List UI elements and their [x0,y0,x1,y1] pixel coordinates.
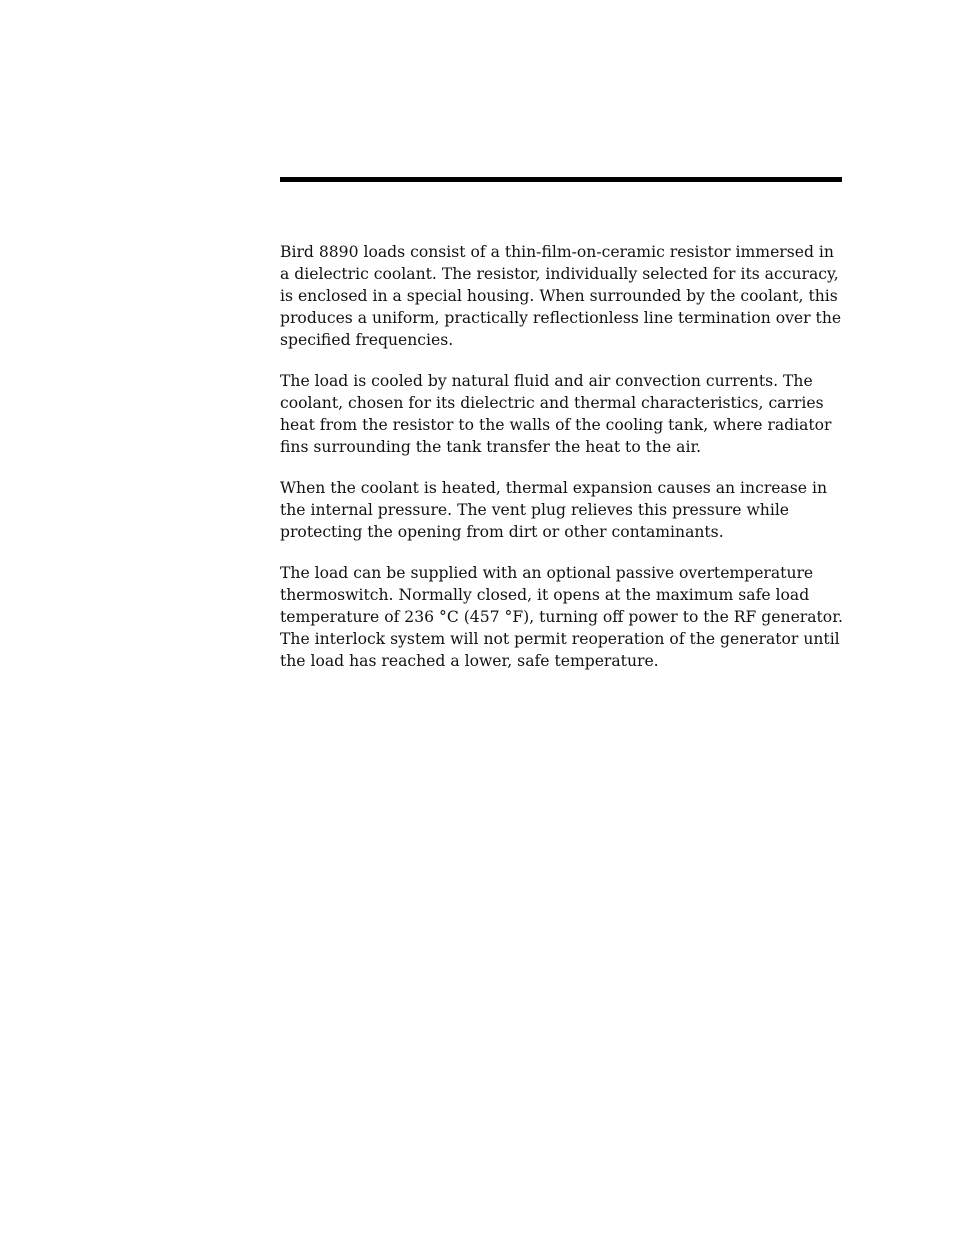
section-divider-rule [280,177,842,182]
paragraph-thermoswitch: The load can be supplied with an optional passive overtemperature thermoswitch. Normally closed, it opens at the maximum safe load temperature of 236 °C (457 °F), turning off power to the RF generator. The interlock system will not permit reoperation of the generator until the load has reached a lower, safe temperature. [280,564,843,670]
paragraph-load-construction: Bird 8890 loads consist of a thin-film-on-ceramic resistor immersed in a dielectric coolant. The resistor, individually selected for its accuracy, is enclosed in a special housing. When surrounded by the coolant, this produces a uniform, practically reflectionless line termination over the specified frequencies. [280,243,842,349]
paragraph-cooling: The load is cooled by natural fluid and air convection currents. The coolant, chosen for its dielectric and thermal characteristics, carries heat from the resistor to the walls of the cooling tank, where radiator fins surrounding the tank transfer the heat to the air. [280,372,832,456]
body-text [280,241,846,691]
paragraph-thermal-expansion: When the coolant is heated, thermal expansion causes an increase in the internal pressure. The vent plug relieves this pressure while protecting the opening from dirt or other contaminants. [280,479,828,541]
